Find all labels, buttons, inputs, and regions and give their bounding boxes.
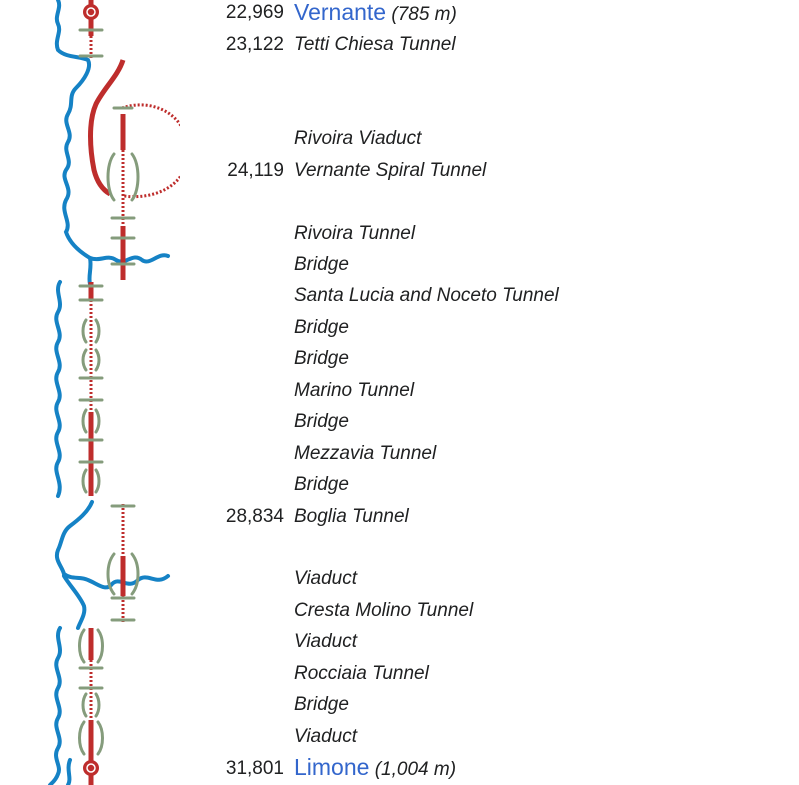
bridge-bracket [83, 320, 99, 342]
structure-label: Mezzavia Tunnel [294, 443, 437, 464]
station-row [294, 755, 456, 782]
structure-label: Bridge [294, 474, 349, 495]
station-marker-outer [83, 760, 99, 776]
river-segment [57, 502, 168, 587]
structure-label: Viaduct [294, 726, 358, 747]
station-vernante-marker [83, 4, 99, 20]
km-value: 31,801 [225, 758, 284, 779]
viaduct-bracket [108, 154, 138, 200]
structure-label: Boglia Tunnel [294, 506, 409, 527]
structure-label: Rivoira Tunnel [294, 223, 416, 244]
structure-label: Marino Tunnel [294, 380, 415, 401]
structure-label: Vernante Spiral Tunnel [294, 160, 487, 181]
structure-label: Bridge [294, 317, 349, 338]
structure-label: Bridge [294, 254, 349, 275]
station-elevation: (1,004 m) [374, 759, 457, 780]
station-row [294, 0, 457, 27]
structure-label: Rocciaia Tunnel [294, 663, 429, 684]
track-spiral-tunnel [122, 105, 180, 197]
structure-label: Bridge [294, 411, 349, 432]
structure-label: Bridge [294, 694, 349, 715]
river-segment [89, 258, 90, 284]
river-segment [68, 760, 70, 785]
river-segment [64, 576, 84, 628]
station-link-vernante[interactable]: Vernante [294, 0, 387, 25]
river-segment [50, 628, 60, 785]
structure-label: Bridge [294, 348, 349, 369]
structure-label: Santa Lucia and Noceto Tunnel [294, 285, 559, 306]
structure-label: Tetti Chiesa Tunnel [294, 34, 456, 55]
station-marker-outer [83, 4, 99, 20]
km-value: 22,969 [225, 2, 284, 23]
station-link-limone[interactable]: Limone [294, 754, 370, 780]
km-value: 24,119 [227, 160, 284, 181]
km-value: 23,122 [225, 34, 284, 55]
railway-track [91, 0, 181, 785]
structure-label: Cresta Molino Tunnel [294, 600, 474, 621]
station-limone-marker [83, 760, 99, 776]
river-segment [57, 0, 168, 262]
river-vermenagna [50, 0, 168, 785]
structure-label: Viaduct [294, 568, 358, 589]
structure-label: Viaduct [294, 631, 358, 652]
structure-label: Rivoira Viaduct [294, 128, 422, 149]
river-segment [56, 282, 60, 496]
km-value: 28,834 [225, 506, 284, 527]
station-elevation: (785 m) [391, 4, 457, 25]
route-diagram [0, 0, 180, 785]
